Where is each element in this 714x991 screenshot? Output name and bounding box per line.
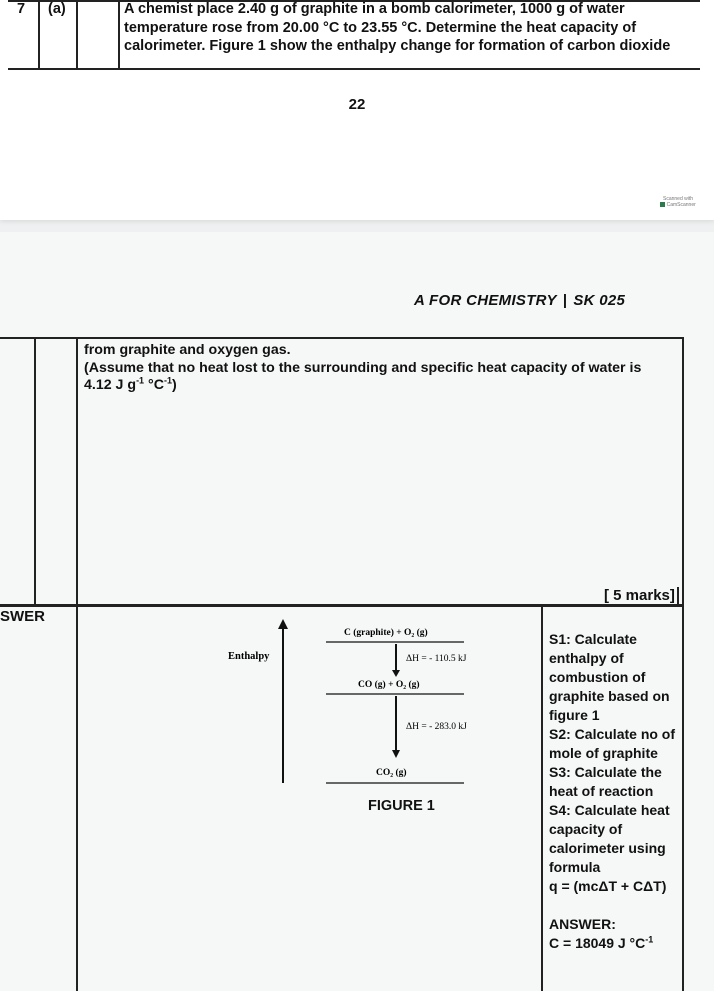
marking-steps (549, 630, 679, 953)
table-divider (38, 2, 40, 68)
table-divider (76, 2, 78, 68)
scanner-brand: CamScanner (666, 202, 696, 208)
header-code: SK 025 (573, 292, 626, 309)
question-part: (a) (48, 1, 66, 17)
value-text: 4.12 J g (84, 377, 137, 393)
question-table (0, 337, 684, 607)
scanner-text: Scanned with (662, 196, 694, 202)
table-divider (34, 339, 36, 605)
page-header: A FOR CHEMISTRY | SK 025 (414, 292, 626, 309)
table-divider (541, 604, 543, 991)
level2-label: CO (g) + O₂ (g) (358, 680, 420, 690)
question-table-top (8, 0, 700, 70)
table-divider (0, 604, 682, 606)
axis-label: Enthalpy (228, 651, 270, 662)
page-number: 22 (348, 96, 366, 113)
table-divider (76, 339, 78, 605)
unit-text: °C (144, 377, 164, 393)
table-divider (76, 604, 78, 991)
text-line: A chemist place 2.40 g of graphite in a bomb calorimeter, 1000 g of water (124, 1, 625, 17)
table-divider (118, 2, 120, 68)
current-page (0, 232, 714, 991)
spacer (549, 896, 679, 915)
header-title: A FOR CHEMISTRY (414, 292, 557, 309)
text-line: from graphite and oxygen gas. (84, 342, 291, 358)
close-paren: ) (171, 377, 177, 393)
question-number: 7 (16, 1, 26, 17)
step-item: S3: Calculate the heat of reaction (549, 764, 662, 799)
answer-heading: ANSWER: (549, 916, 616, 932)
step-item: S1: Calculate enthalpy of combustion of graphite based on figure 1 (549, 631, 670, 723)
answer-table (0, 604, 684, 991)
level1-label: C (graphite) + O₂ (g) (344, 628, 428, 638)
answer-text: C = 18049 J °C (549, 935, 646, 951)
scanner-watermark (656, 196, 700, 210)
superscript: -1 (136, 375, 145, 386)
superscript: -1 (645, 934, 654, 945)
step-item: q = (mcΔT + CΔT) (549, 878, 667, 894)
question-text-top (124, 0, 704, 56)
level3-label: CO₂ (g) (376, 768, 407, 778)
answer-label: SWER (0, 608, 45, 625)
scanner-logo-icon (660, 202, 665, 207)
marks-label: [ 5 marks] (604, 587, 679, 606)
delta-h2: ΔH = - 283.0 kJ (406, 722, 467, 732)
step-item: S2: Calculate no of mole of graphite (549, 726, 676, 761)
figure-caption: FIGURE 1 (368, 798, 435, 814)
previous-page (0, 0, 714, 220)
answer-value (549, 934, 679, 953)
text-line: calorimeter. Figure 1 show the enthalpy change for formation of carbon dioxide (124, 38, 671, 54)
question-text (84, 342, 679, 395)
text-line: temperature rose from 20.00 °C to 23.55 °C. Determine the heat capacity of (124, 19, 637, 36)
superscript: -1 (163, 375, 172, 386)
text-line: (Assume that no heat lost to the surrounding and specific heat capacity of water is (84, 359, 642, 376)
delta-h1: ΔH = - 110.5 kJ (406, 654, 467, 664)
step-item: S4: Calculate heat capacity of calorimeter using formula (549, 802, 670, 875)
text-line (84, 377, 679, 395)
